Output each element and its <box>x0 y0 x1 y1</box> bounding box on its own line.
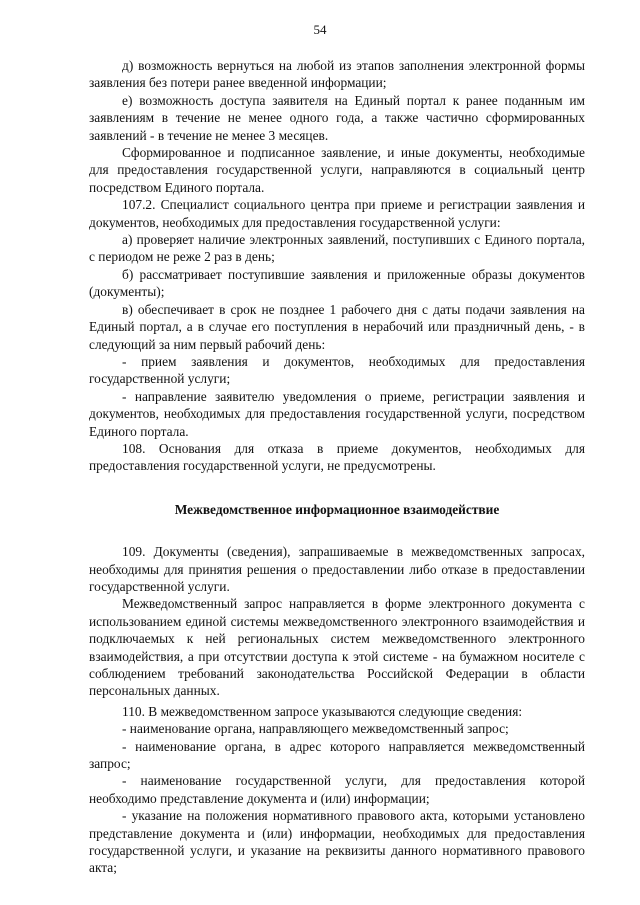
paragraph-interagency-request: Межведомственный запрос направляется в форме электронного документа с использованием единой системы межведомственного электронного взаимодействия и подключаемых к ней региональных систем межведомственного электронного взаимодействия, а при отсутствии доступа к этой системе - на бумажном носителе с соблюдением требований законодательства Российской Федерации в области персональных данных. <box>89 596 585 699</box>
document-body <box>89 57 585 877</box>
paragraph-107-2-a: а) проверяет наличие электронных заявлений, поступивших с Единого портала, с периодом не реже 2 раз в день; <box>89 232 585 265</box>
paragraph-reception-item: - прием заявления и документов, необходимых для предоставления государственной услуги; <box>89 353 585 387</box>
paragraph-107-2: 107.2. Специалист социального центра при приеме и регистрации заявления и документов, необходимых для предоставления государственной услуги: <box>89 197 585 230</box>
paragraph-d: д) возможность вернуться на любой из этапов заполнения электронной формы заявления без потери ранее введенной информации; <box>89 58 585 91</box>
paragraph-110-item-3: - наименование государственной услуги, для предоставления которой необходимо представление документа и (или) информации; <box>89 773 585 806</box>
section-heading: Межведомственное информационное взаимодействие <box>174 501 500 517</box>
paragraph-110-item-1: - наименование органа, направляющего межведомственный запрос; <box>122 721 509 737</box>
paragraph-submitted-application: Сформированное и подписанное заявление, и иные документы, необходимые для предоставления государственной услуги, направляются в социальный центр посредством Единого портала. <box>89 145 585 195</box>
paragraph-110: 110. В межведомственном запросе указываются следующие сведения: <box>122 703 523 719</box>
page-number: 54 <box>313 22 327 37</box>
paragraph-109: 109. Документы (сведения), запрашиваемые в межведомственных запросах, необходимы для принятия решения о предоставлении либо отказе в предоставлении государственной услуги. <box>89 544 585 594</box>
paragraph-107-2-v: в) обеспечивает в срок не позднее 1 рабочего дня с даты подачи заявления на Единый портал, а в случае его поступления в нерабочий или праздничный день, - в следующий за ним первый рабочий день: <box>89 301 585 352</box>
paragraph-108: 108. Основания для отказа в приеме документов, необходимых для предоставления государственной услуги, не предусмотрены. <box>89 440 585 474</box>
paragraph-107-2-b: б) рассматривает поступившие заявления и приложенные образы документов (документы); <box>89 266 585 300</box>
paragraph-110-item-2: - наименование органа, в адрес которого направляется межведомственный запрос; <box>89 738 585 772</box>
paragraph-notification-item: - направление заявителю уведомления о приеме, регистрации заявления и документов, необходимых для предоставления государственной услуги, посредством Единого портала. <box>89 388 585 439</box>
paragraph-e: е) возможность доступа заявителя на Единый портал к ранее поданным им заявлениям в течение не менее одного года, а также частично сформированных заявлений - в течение не менее 3 месяцев. <box>89 92 585 143</box>
paragraph-110-item-4: - указание на положения нормативного правового акта, которыми установлено представление документа и (или) информации, необходимых для предоставления государственной услуги, и указание на реквизиты данного нормативного правового акта; <box>89 808 585 876</box>
